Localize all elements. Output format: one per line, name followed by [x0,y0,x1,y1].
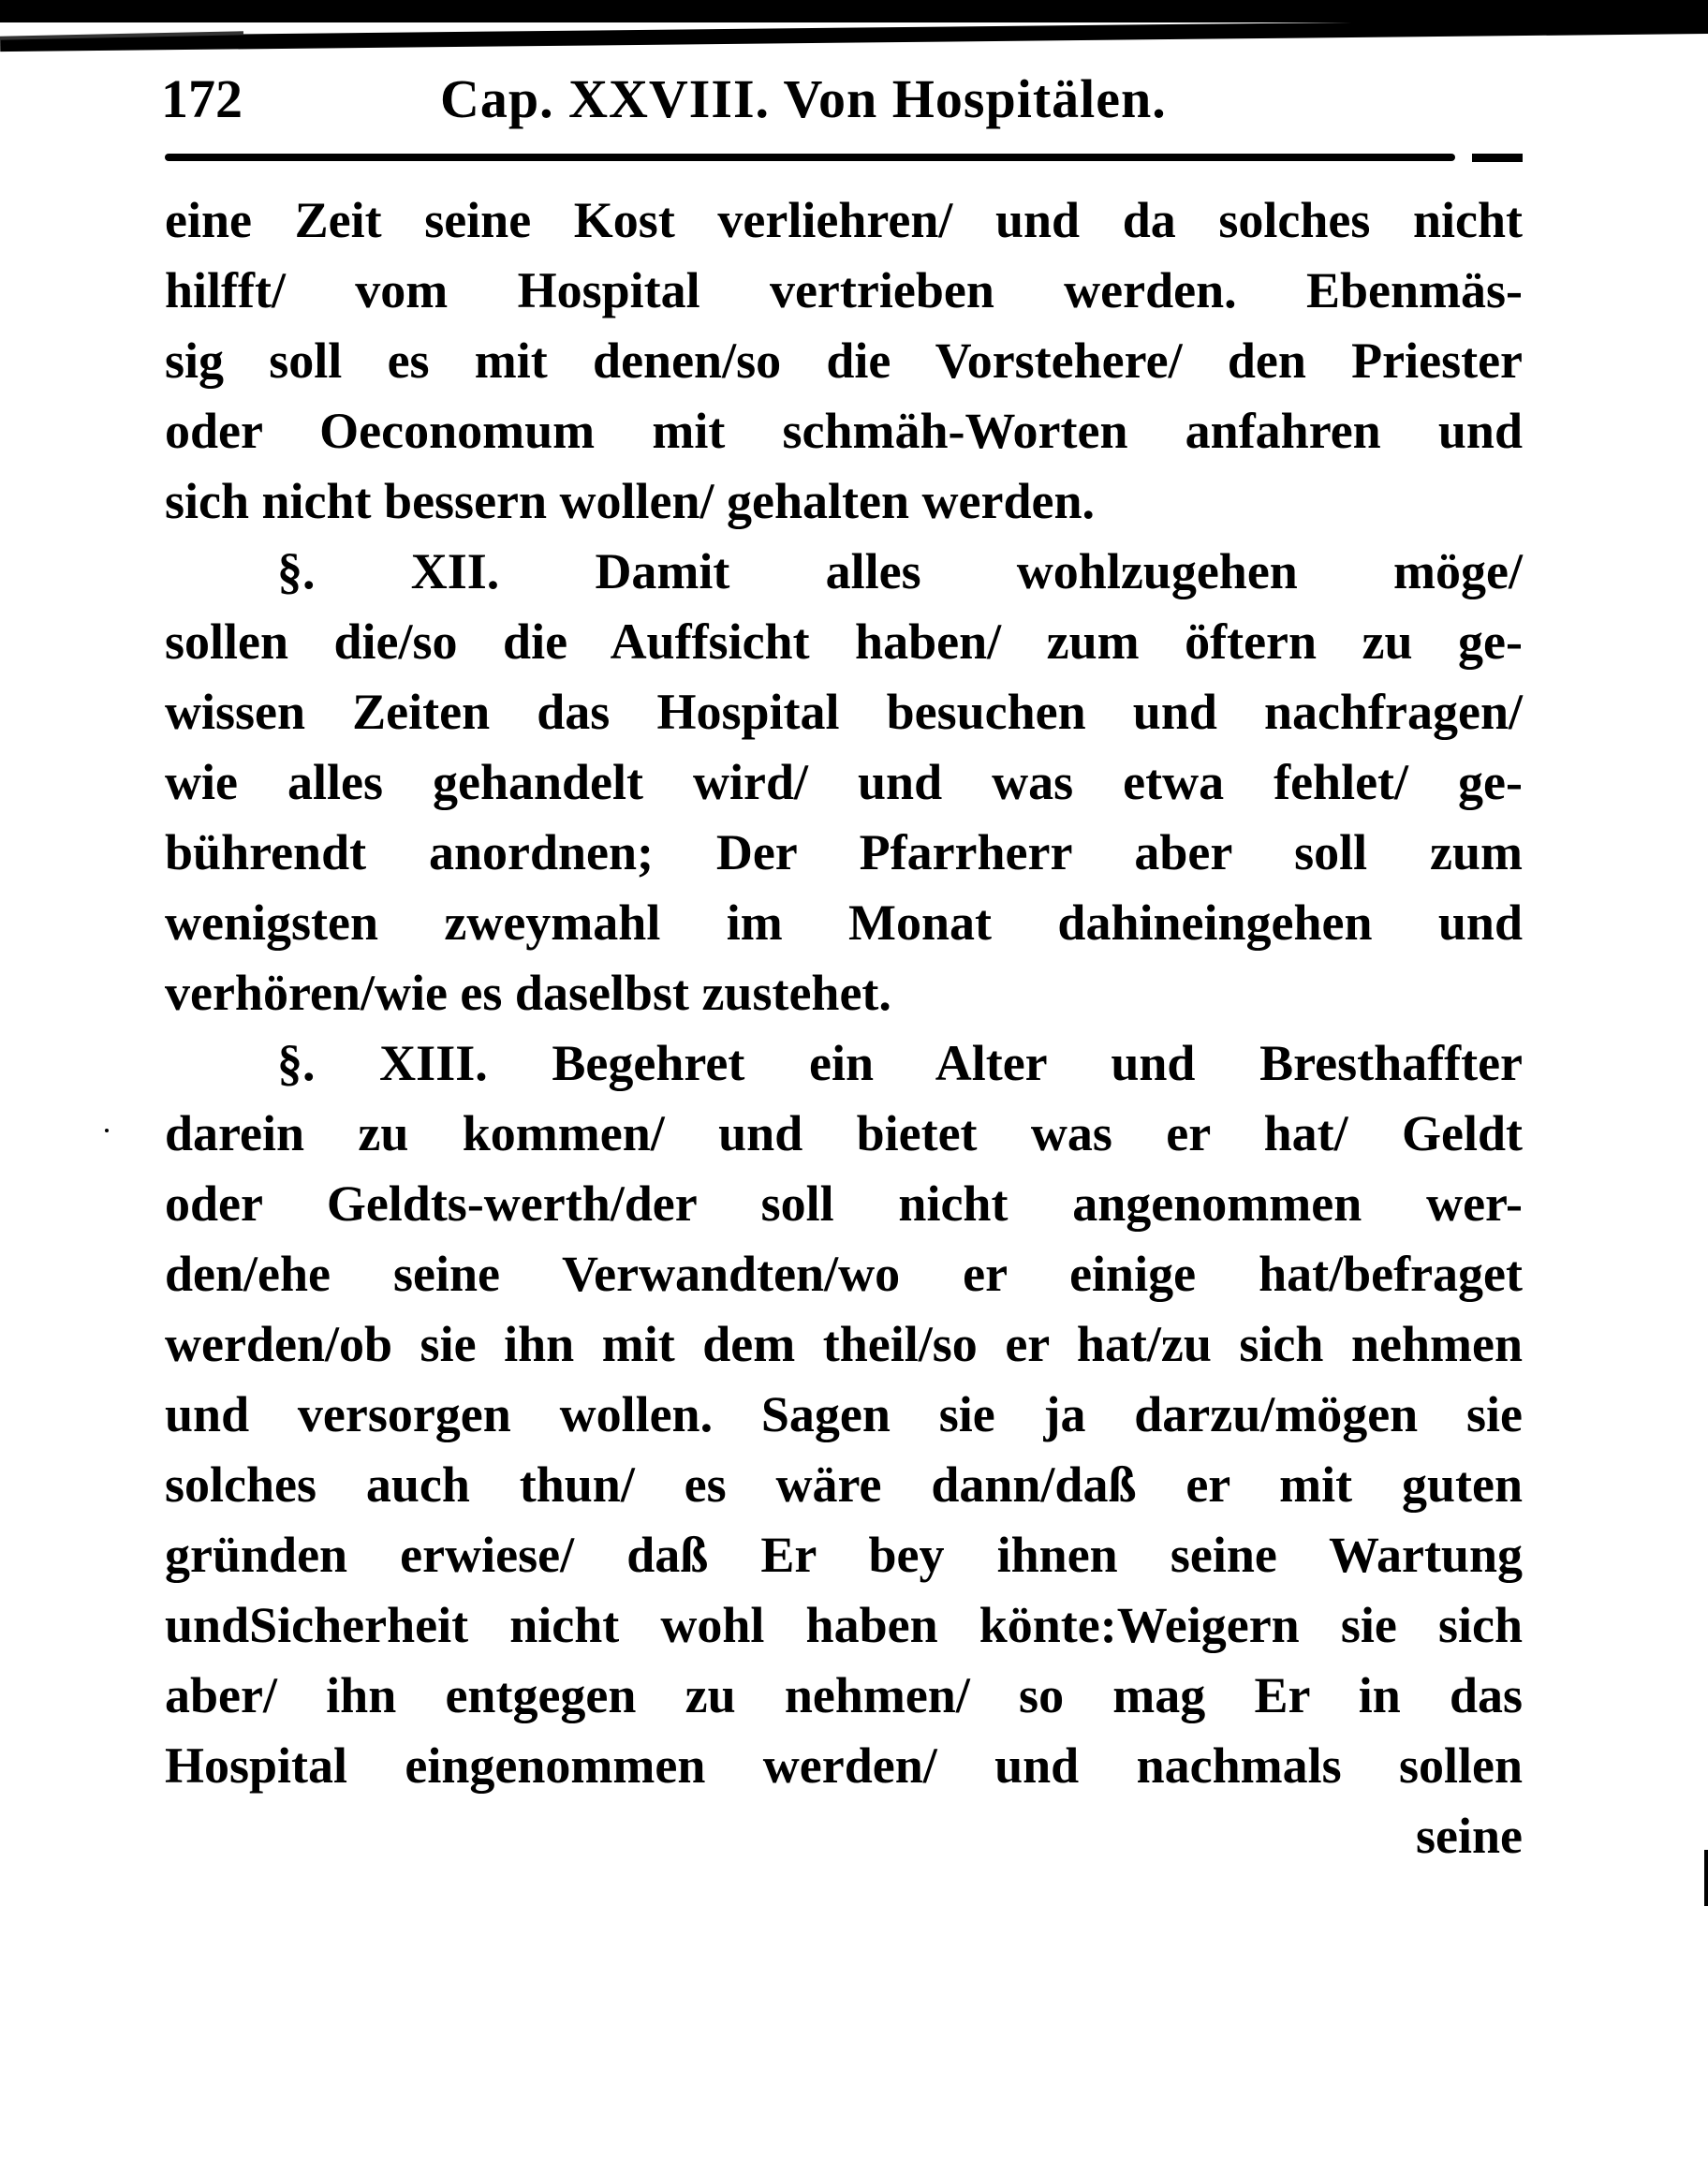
text-line: gründen erwiese/ daß Er bey ihnen seine Wartung [165,1527,1523,1583]
text-line: sich nicht bessern wollen/ gehalten werden. [165,473,1095,529]
text-line: oder Geldts-werth/der soll nicht angenommen wer- [165,1175,1523,1232]
text-line: wissen Zeiten das Hospital besuchen und nachfragen/ [165,684,1523,740]
text-line: wie alles gehandelt wird/ und was etwa fehlet/ ge- [165,754,1523,810]
header-rule [165,154,1455,161]
scan-right-edge [1704,1850,1708,1906]
text-line: verhören/wie es daselbst zustehet. [165,965,891,1021]
header-rule-end [1472,154,1523,162]
text-line: undSicherheit nicht wohl haben könte:Weigern sie sich [165,1597,1523,1653]
text-line: werden/ob sie ihn mit dem theil/so er hat/zu sich nehmen [165,1316,1523,1372]
page-number: 172 [161,68,243,129]
text-line: bührendt anordnen; Der Pfarrherr aber soll zum [165,824,1523,880]
text-line: hilfft/ vom Hospital vertrieben werden. Ebenmäs- [165,262,1523,318]
section-heading-xiii: §. XIII. Begehret ein Alter und Bresthaffter [277,1035,1523,1091]
section-heading-xii: §. XII. Damit alles wohlzugehen möge/ [277,543,1523,599]
page-body [165,185,1523,1871]
text-line: oder Oeconomum mit schmäh-Worten anfahren und [165,403,1523,459]
text-line: wenigsten zweymahl im Monat dahineingehen und [165,894,1523,951]
text-line: sollen die/so die Auffsicht haben/ zum öftern zu ge- [165,613,1523,670]
text-line: und versorgen wollen. Sagen sie ja darzu/mögen sie [165,1386,1523,1442]
scan-top-shadow [0,19,1708,52]
text-line: aber/ ihn entgegen zu nehmen/ so mag Er in das [165,1667,1523,1723]
margin-speck [105,1129,109,1132]
running-title: Cap. XXVIII. Von Hospitälen. [440,68,1167,129]
text-line: darein zu kommen/ und bietet was er hat/ Geldt [165,1105,1523,1161]
text-line: sig soll es mit denen/so die Vorstehere/ den Priester [165,333,1523,389]
text-line: den/ehe seine Verwandten/wo er einige hat/befraget [165,1246,1523,1302]
text-line: eine Zeit seine Kost verliehren/ und da solches nicht [165,192,1523,248]
text-line: solches auch thun/ es wäre dann/daß er mit guten [165,1456,1523,1513]
text-line: Hospital eingenommen werden/ und nachmals sollen [165,1737,1523,1794]
catchword: seine [1416,1808,1523,1864]
scan-top-border [0,0,1708,22]
